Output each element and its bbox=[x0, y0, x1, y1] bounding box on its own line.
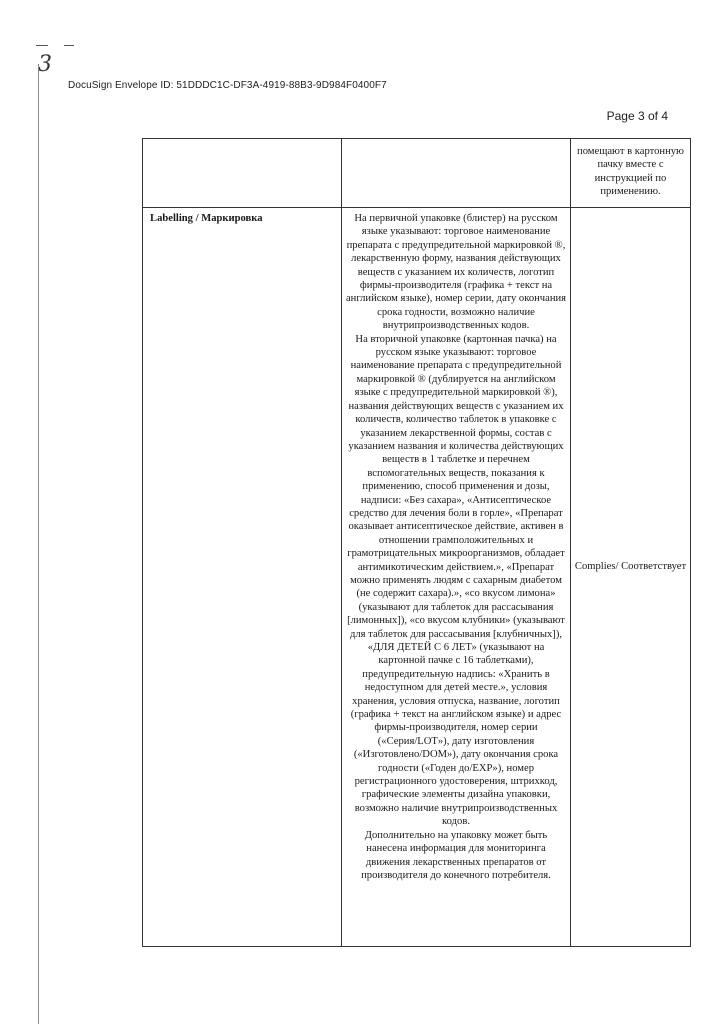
compliance-cell bbox=[571, 208, 691, 947]
table-row bbox=[143, 208, 691, 947]
primary-packaging-paragraph: На первичной упаковке (блистер) на русском языке указывают: торговое наименование препарата с предупредительной маркировкой ®, лекарственную форму, названия действующих веществ с указанием их количеств, логотип фирмы-производителя (графика + текст на английском языке), номер серии, дату окончания срока годности, возможно наличие внутрипроизводственных кодов. bbox=[345, 213, 567, 332]
table-cell bbox=[143, 139, 342, 208]
handwritten-page-mark: 3 bbox=[38, 52, 52, 77]
table-row bbox=[143, 139, 691, 208]
table-cell bbox=[342, 139, 571, 208]
left-margin-rule bbox=[38, 64, 39, 1024]
section-label: Labelling / Маркировка bbox=[150, 213, 263, 224]
monitoring-info-paragraph: Дополнительно на упаковку может быть нанесена информация для мониторинга движения лекарственных препаратов от производителя до конечного потребителя. bbox=[361, 829, 551, 881]
page-number: Page 3 of 4 bbox=[606, 109, 668, 123]
labelling-description-cell bbox=[342, 208, 571, 947]
packaging-note-cell: помещают в картонную пачку вместе с инструкцией по применению. bbox=[571, 139, 691, 208]
section-label-cell bbox=[143, 208, 342, 947]
margin-tick bbox=[36, 45, 48, 46]
secondary-packaging-paragraph: На вторичной упаковке (картонная пачка) на русском языке указывают: торговое наименование препарата с предупредительной маркировкой ® (дублируется на английском языке с предупредительной маркировкой ®), названия действующих веществ с указанием их количеств, количество таблеток в упаковке с указанием лекарственной формы, состав с указанием названия и количества действующих веществ в 1 таблетке и перечнем вспомогательных веществ, показания к применению, способ применения и дозы, надписи: «Без сахара», «Антисептическое средство для лечения боли в горле», «Препарат оказывает антисептическое действие, активен в отношении грамположительных и грамотрицательных микроорганизмов, обладает антимикотическим действием.», «Препарат можно применять людям с сахарным диабетом (не содержит сахара).», «со вкусом лимона» (указывают для таблеток для рассасывания [лимонных]), «со вкусом клубники» (указывают для таблеток для рассасывания [клубничных]), «ДЛЯ ДЕТЕЙ С 6 ЛЕТ» (указывают на картонной пачке с 16 таблетками), предупредительную надпись: «Хранить в недоступном для детей месте.», условия хранения, условия отпуска, название, логотип (графика + текст на английском языке) и адрес фирмы-производителя, номер серии («Серия/LOT»), дату изготовления («Изготовлено/DOM»), дату окончания срока годности («Годен до/EXP»), номер регистрационного удостоверения, штрихкод, графические элементы дизайна упаковки, возможно наличие внутрипроизводственных кодов. bbox=[347, 333, 565, 828]
docusign-envelope-id: DocuSign Envelope ID: 51DDDC1C-DF3A-4919-88B3-9D984F0400F7 bbox=[68, 80, 387, 91]
margin-tick bbox=[64, 45, 74, 46]
labelling-table bbox=[142, 138, 691, 947]
compliance-status: Complies/ Соответствует bbox=[574, 561, 687, 572]
